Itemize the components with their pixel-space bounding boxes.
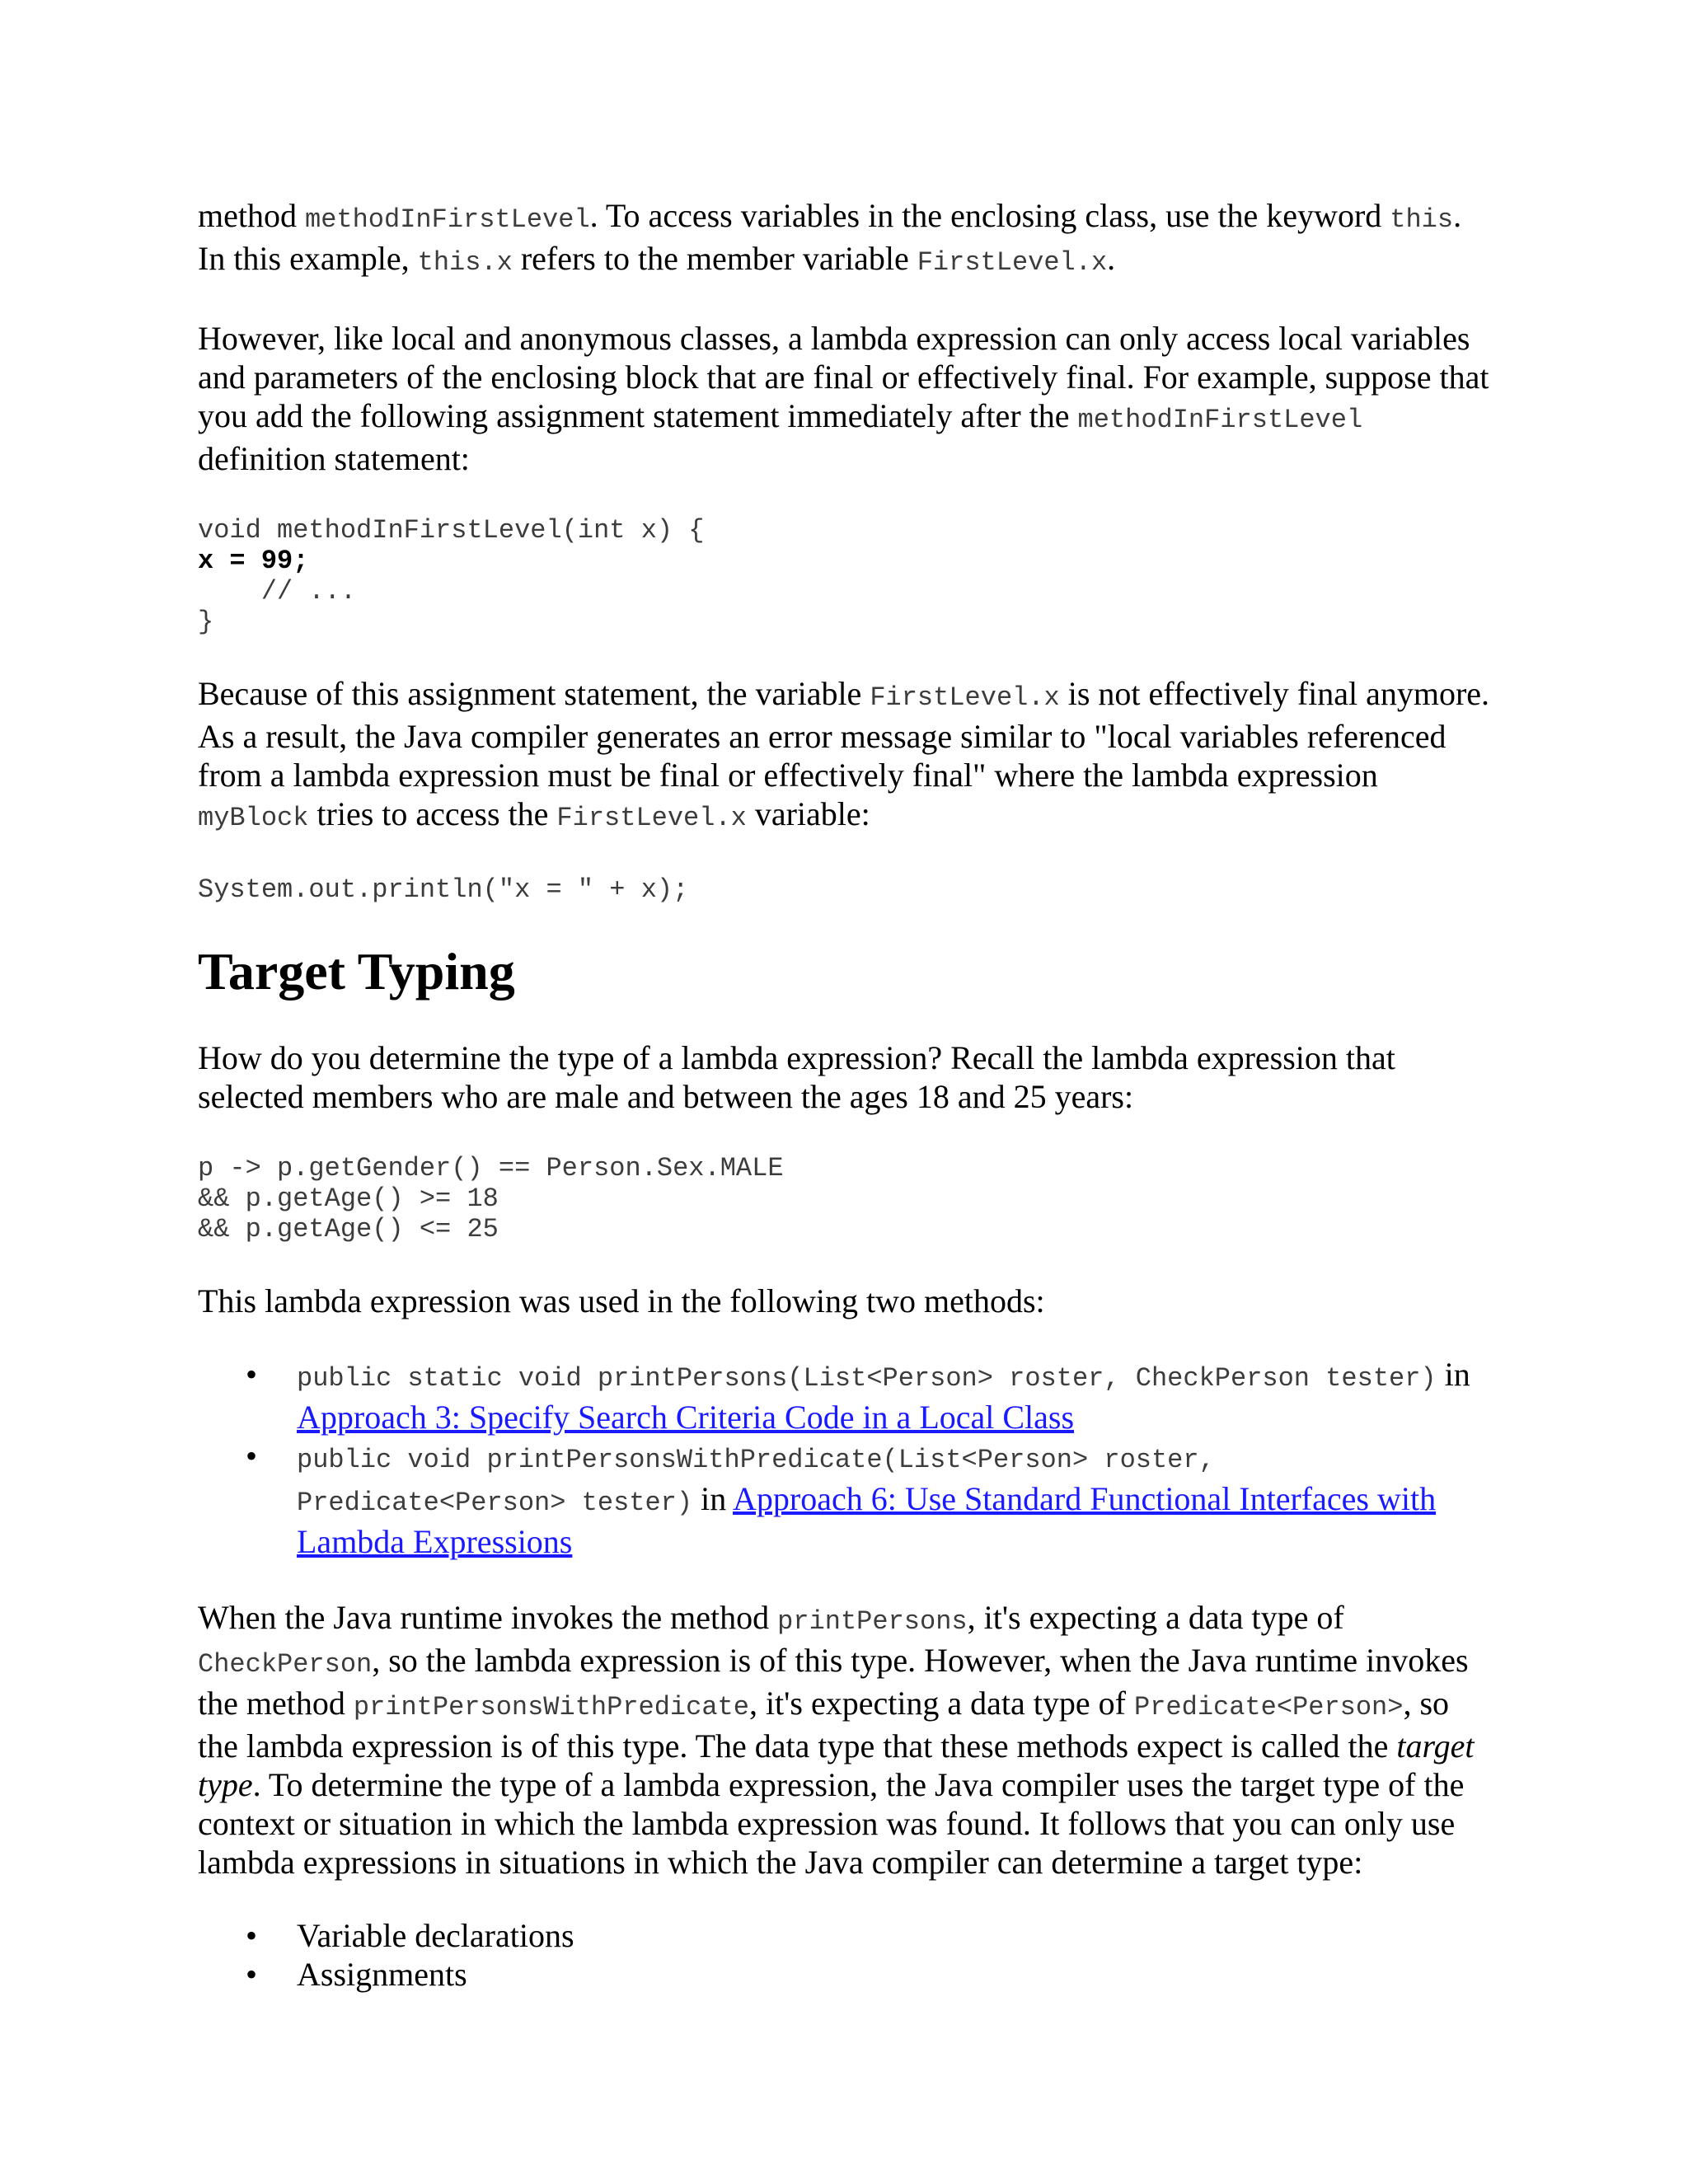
text: is not effectively final anymore. As a result, the Java compiler generates an error message similar to "local variables referenced from a lambda expression must be final or effectively final" where the lambda expression [198,675,1490,794]
paragraph-compiler-error [198,674,1490,837]
inline-code: public void printPersonsWithPredicate(List<Person> roster, Predicate<Person> tester) [297,1445,1215,1518]
text: However, like local and anonymous classes, a lambda expression can only access local variables and parameters of the enclosing block that are final or effectively final. For example, suppose that you add the following assignment statement immediately after the [198,320,1489,434]
code-block-lambda [198,1153,1490,1244]
text: . In this example, [198,197,1462,277]
text: definition statement: [198,440,470,477]
text: . To determine the type of a lambda expression, the Java compiler uses the target type of the context or situation in which the lambda expression was found. It follows that you can only use lambda expressions in situations in which the Java compiler can determine a target type: [198,1766,1465,1881]
code-line: void methodInFirstLevel(int x) { [198,515,705,546]
code-line: p -> p.getGender() == Person.Sex.MALE [198,1153,784,1183]
list-item [297,1436,1490,1561]
inline-code: FirstLevel.x [917,247,1108,278]
inline-code: methodInFirstLevel [1077,405,1363,435]
inline-code: FirstLevel.x [556,803,747,833]
text: , so the lambda expression is of this type. However, when the Java runtime invokes the method [198,1642,1469,1722]
text: . [1107,240,1116,277]
code-line: // ... [198,576,357,607]
method-list [198,1355,1490,1561]
text: , it's expecting a data type of [748,1685,1134,1722]
code-line: } [198,607,214,637]
list-item: • Variable declarations [297,1916,1490,1955]
paragraph-lambda-type-question: How do you determine the type of a lambda expression? Recall the lambda expression that selected members who are male and between the ages 18 and 25 years: [198,1039,1395,1115]
text: . To access variables in the enclosing class, use the keyword [589,197,1390,234]
text: in [692,1480,733,1517]
inline-code: FirstLevel.x [870,682,1060,713]
inline-code: methodInFirstLevel [304,204,590,235]
text: method [198,197,305,234]
text: When the Java runtime invokes the method [198,1599,778,1636]
text: , so the lambda expression is of this type. The data type that these methods expect is called the [198,1685,1450,1765]
code-line: System.out.println("x = " + x); [198,874,689,905]
inline-code: this [1390,204,1454,235]
text: tries to access the [308,795,557,832]
approach-3-link[interactable]: Approach 3: Specify Search Criteria Code in a Local Class [297,1399,1075,1436]
text: variable: [746,795,870,832]
text: Because of this assignment statement, the variable [198,675,870,712]
text: , it's expecting a data type of [967,1599,1344,1636]
code-line-bold: x = 99; [198,546,309,576]
list-item [297,1355,1490,1436]
list-item: • Assignments [297,1955,1490,1994]
inline-code: printPersonsWithPredicate [353,1692,749,1722]
text: in [1436,1356,1470,1393]
section-heading: Target Typing [198,942,515,1001]
code-line: && p.getAge() >= 18 [198,1183,499,1214]
code-block-method [198,515,1490,637]
inline-code: printPersons [777,1606,968,1637]
paragraph-effectively-final [198,319,1490,478]
paragraph-target-type [198,1598,1490,1882]
context-list [198,1916,1490,1994]
text: refers to the member variable [512,240,917,277]
inline-code: CheckPerson [198,1649,373,1680]
inline-code: Predicate<Person> [1134,1692,1404,1722]
inline-code: myBlock [198,803,309,833]
emphasis: target type [198,1727,1475,1803]
code-block-println [198,874,1490,905]
paragraph-this-keyword [198,196,1490,282]
inline-code: this.x [417,247,513,278]
code-line: && p.getAge() <= 25 [198,1214,499,1244]
inline-code: public static void printPersons(List<Person> roster, CheckPerson tester) [297,1363,1437,1394]
approach-6-link[interactable]: Approach 6: Use Standard Functional Interfaces with Lambda Expressions [297,1480,1437,1560]
paragraph-two-methods: This lambda expression was used in the following two methods: [198,1282,1045,1319]
